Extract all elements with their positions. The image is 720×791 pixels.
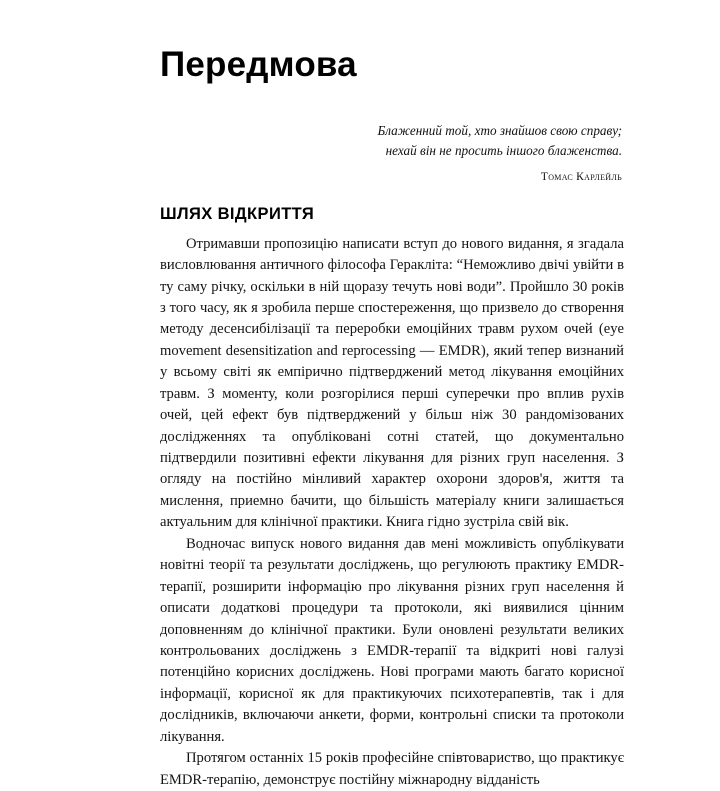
paragraph: Протягом останніх 15 років професійне співтовариство, що практикує EMDR-терапію, демонструє постійну міжнародну відданість bbox=[160, 750, 624, 788]
chapter-title: Передмова bbox=[160, 45, 357, 84]
epigraph-line: нехай він не просить іншого блаженства. bbox=[385, 142, 622, 158]
epigraph-line: Блаженний той, хто знайшов свою справу; bbox=[377, 122, 622, 138]
epigraph bbox=[328, 121, 622, 161]
epigraph-source: Томас Карлейль bbox=[540, 170, 622, 183]
paragraph: Водночас випуск нового видання дав мені можливість опублікувати новітні теорії та результати досліджень, що регулюють практику EMDR-терапії, розширити інформацію про лікування різних груп населення й описати додаткові процедури та протоколи, які виявилися цінним доповненням до клінічної практики. Були оновлені результати великих контрольованих досліджень з EMDR-терапії та відкриті нові галузі потенційно корисних досліджень. Нові програми мають багато корисної інформації, корисної як для практикуючих психотерапевтів, так і для дослідників, включаючи анкети, форми, контрольні списки та протоколи лікування. bbox=[160, 535, 624, 745]
paragraph: Отримавши пропозицію написати вступ до нового видання, я згадала висловлювання античного філософа Геракліта: “Неможливо двічі увійти в ту саму річку, оскільки в ній щоразу течуть нові води”. Пройшло 30 років з того часу, як я зробила перше спостереження, що призвело до створення методу десенсибілізації та переробки емоційних травм рухом очей (eye movement desensitization and reprocessing — EMDR), який тепер визнаний у всьому світі як емпірично підтверджений метод лікування емоційних травм. З моменту, коли розгорілися перші суперечки про вплив рухів очей, цей ефект був підтверджений у більш ніж 30 рандомізованих дослідженнях та опубліковані сотні статей, що документально підтвердили позитивні ефекти лікування для різних груп населення. З огляду на постійно мінливий характер охорони здоров'я, життя та мислення, приемно бачити, що більшість матеріалу книги залишається актуальним для клінічної практики. Книга гідно зустріла свій вік. bbox=[160, 235, 624, 531]
section-heading: ШЛЯХ ВІДКРИТТЯ bbox=[160, 204, 315, 223]
body-text bbox=[160, 234, 624, 791]
